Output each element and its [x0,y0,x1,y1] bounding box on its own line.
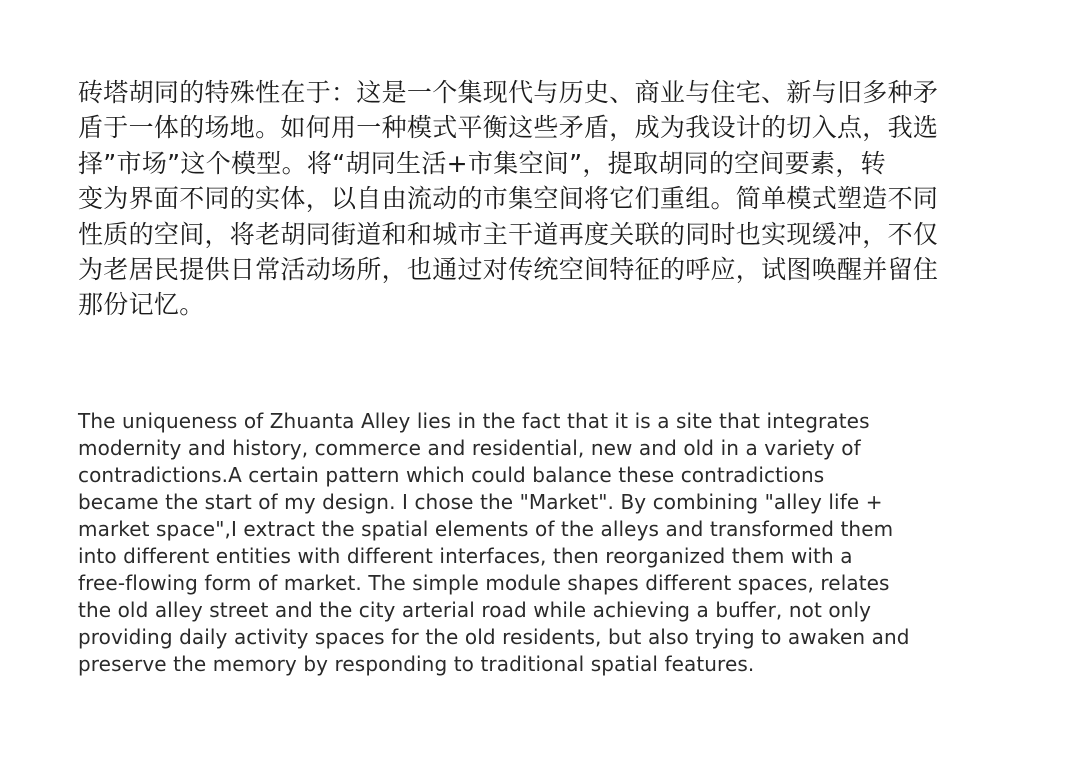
english-text-line: providing daily activity spaces for the old residents, but also trying to awaken and [78,625,910,649]
chinese-text-line: 择”市场”这个模型。将“胡同生活+市集空间”，提取胡同的空间要素，转 [78,148,886,178]
english-text-line: modernity and history, commerce and residential, new and old in a variety of [78,436,861,460]
chinese-text-line: 那份记忆。 [78,290,205,320]
english-text-line: free-flowing form of market. The simple module shapes different spaces, relates [78,571,890,595]
english-paragraph [78,408,1038,678]
english-text-line: the old alley street and the city arterial road while achieving a buffer, not only [78,598,872,622]
chinese-text-line: 盾于一体的场地。如何用一种模式平衡这些矛盾，成为我设计的切入点，我选 [78,113,939,143]
chinese-text-line: 变为界面不同的实体，以自由流动的市集空间将它们重组。简单模式塑造不同 [78,184,939,214]
english-text-line: The uniqueness of Zhuanta Alley lies in the fact that it is a site that integrates [78,409,870,433]
chinese-text-line: 为老居民提供日常活动场所，也通过对传统空间特征的呼应，试图唤醒并留住 [78,255,939,285]
english-text-line: into different entities with different interfaces, then reorganized them with a [78,544,853,568]
english-text-line: preserve the memory by responding to traditional spatial features. [78,652,755,676]
english-text-line: market space",I extract the spatial elements of the alleys and transformed them [78,517,894,541]
english-text-line: became the start of my design. I chose the "Market". By combining "alley life + [78,490,883,514]
english-text-line: contradictions.A certain pattern which could balance these contradictions [78,463,825,487]
chinese-text-line: 性质的空间，将老胡同街道和和城市主干道再度关联的同时也实现缓冲，不仅 [78,219,939,249]
chinese-paragraph [78,75,1018,323]
chinese-text-line: 砖塔胡同的特殊性在于：这是一个集现代与历史、商业与住宅、新与旧多种矛 [78,78,939,107]
